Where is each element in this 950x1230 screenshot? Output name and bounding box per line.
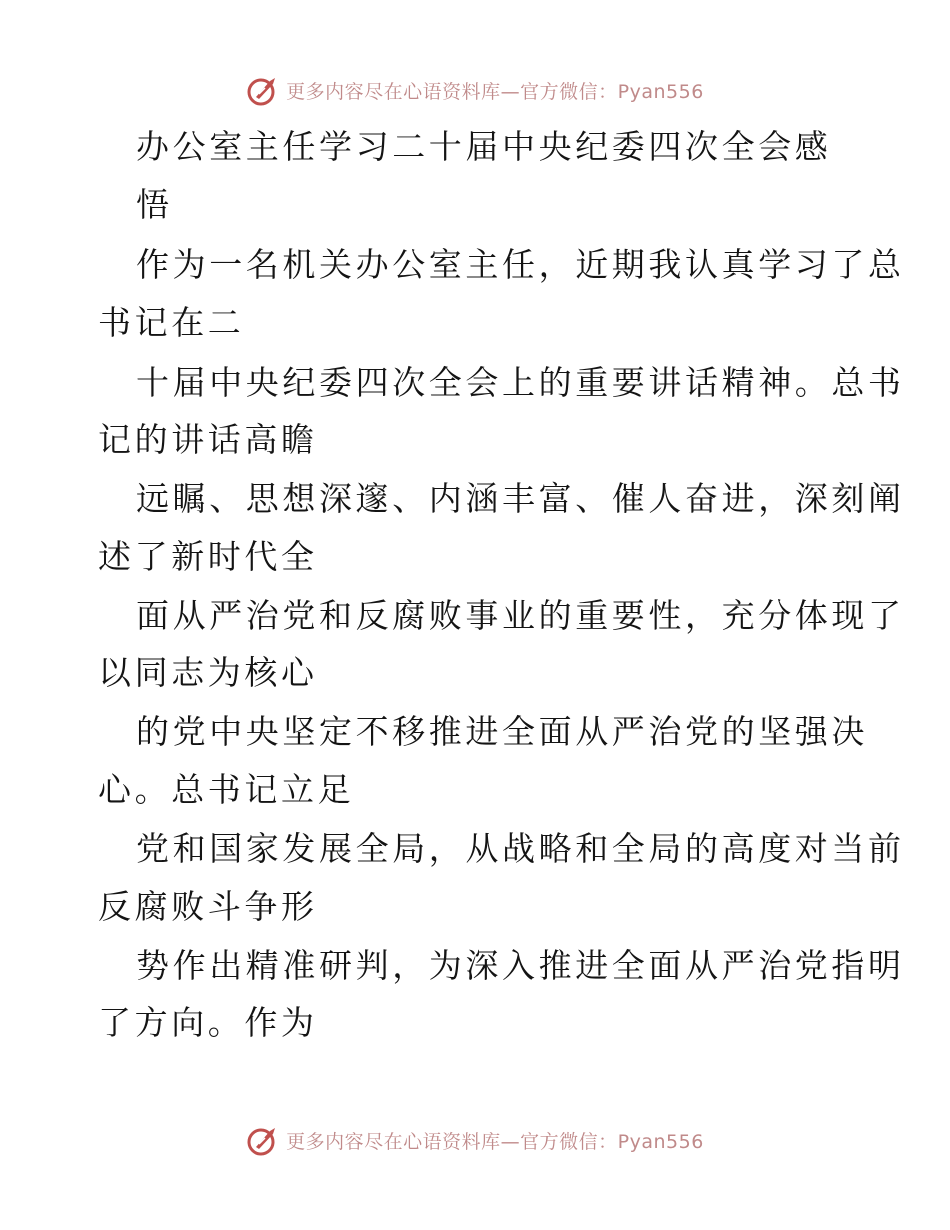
- paragraph-line: 记的讲话高瞻: [98, 420, 318, 459]
- paragraph-line: 了方向。作为: [98, 1003, 318, 1042]
- paragraph-line: 以同志为核心: [98, 653, 318, 692]
- document-title-line-2: 悟: [136, 185, 173, 224]
- paragraph-line: 党和国家发展全局，从战略和全局的高度对当前: [136, 829, 905, 868]
- footer-watermark: [0, 1120, 950, 1160]
- paragraph-line: 远瞩、思想深邃、内涵丰富、催人奋进，深刻阐: [136, 479, 905, 518]
- paragraph-line: 作为一名机关办公室主任，近期我认真学习了总: [136, 245, 905, 284]
- paragraph-line: 势作出精准研判，为深入推进全面从严治党指明: [136, 946, 905, 985]
- pen-nib-circle-icon: [246, 1123, 280, 1157]
- watermark-text: 更多内容尽在心语资料库—官方微信：Pyan556: [286, 1130, 704, 1153]
- paragraph-line: 心。总书记立足: [98, 770, 355, 809]
- document-title-line-1: 办公室主任学习二十届中央纪委四次全会感: [136, 127, 832, 166]
- paragraph-line: 述了新时代全: [98, 537, 318, 576]
- paragraph-line: 面从严治党和反腐败事业的重要性，充分体现了: [136, 596, 905, 635]
- watermark-text: 更多内容尽在心语资料库—官方微信：Pyan556: [286, 80, 704, 103]
- paragraph-line: 十届中央纪委四次全会上的重要讲话精神。总书: [136, 363, 905, 402]
- header-watermark: [0, 70, 950, 110]
- paragraph-line: 书记在二: [98, 303, 245, 342]
- pen-nib-circle-icon: [246, 73, 280, 107]
- paragraph-line: 的党中央坚定不移推进全面从严治党的坚强决: [136, 712, 868, 751]
- paragraph-line: 反腐败斗争形: [98, 887, 318, 926]
